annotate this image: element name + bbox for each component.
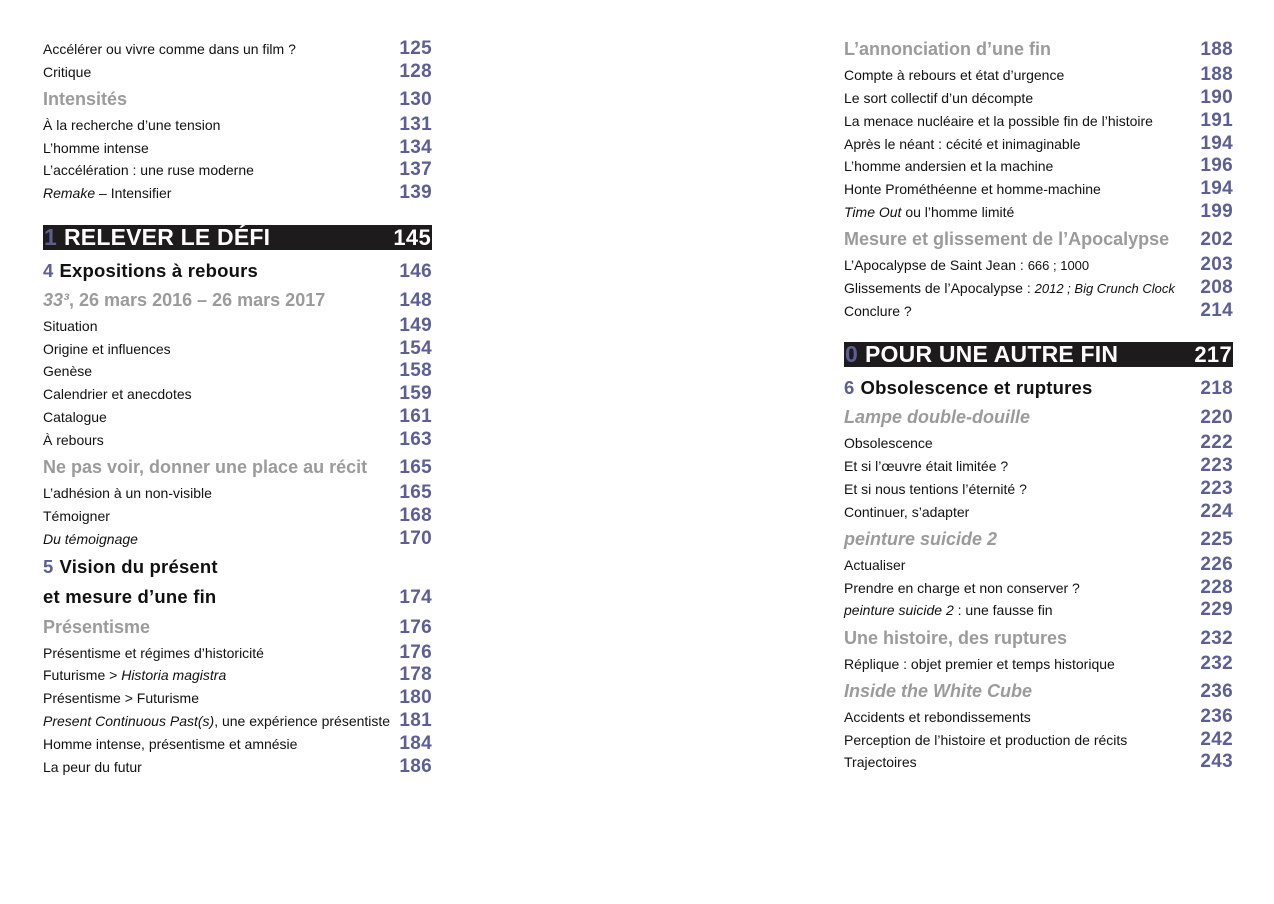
entry-title: Le sort collectif d’un décompte bbox=[844, 90, 1034, 106]
toc-entry[interactable] bbox=[43, 383, 432, 405]
entry-title: L’homme andersien et la machine bbox=[844, 158, 1054, 174]
section-title-italic: 33³ bbox=[43, 290, 70, 310]
toc-entry[interactable] bbox=[844, 554, 1233, 576]
toc-entry[interactable] bbox=[844, 110, 1233, 132]
page-number: 222 bbox=[1200, 432, 1233, 453]
page-number: 220 bbox=[1200, 407, 1233, 428]
page-number: 134 bbox=[399, 137, 432, 158]
toc-entry[interactable] bbox=[844, 300, 1233, 322]
entry-title: Accidents et rebondissements bbox=[844, 709, 1031, 725]
entry-title-italic: Present Continuous Past(s) bbox=[43, 713, 215, 729]
section-title-rest: , 26 mars 2016 – 26 mars 2017 bbox=[69, 290, 326, 310]
entry-title bbox=[43, 713, 390, 729]
toc-entry[interactable] bbox=[43, 406, 432, 428]
chapter-title-text: Expositions à rebours bbox=[59, 260, 258, 281]
toc-entry[interactable] bbox=[844, 133, 1233, 155]
toc-entry[interactable] bbox=[43, 429, 432, 451]
entry-title: Origine et influences bbox=[43, 341, 171, 357]
entry-title: Catalogue bbox=[43, 409, 107, 425]
toc-chapter-continued[interactable] bbox=[43, 586, 432, 609]
page-number: 174 bbox=[399, 587, 432, 608]
page-number: 228 bbox=[1200, 577, 1233, 598]
entry-title: Perception de l’histoire et production de récits bbox=[844, 732, 1128, 748]
page-number: 168 bbox=[399, 505, 432, 526]
entry-title: Genèse bbox=[43, 363, 93, 379]
section-title: Mesure et glissement de l’Apocalypse bbox=[844, 229, 1170, 249]
entry-title bbox=[43, 667, 226, 683]
page-number: 223 bbox=[1200, 455, 1233, 476]
entry-title: Situation bbox=[43, 318, 98, 334]
part-title bbox=[43, 224, 270, 251]
toc-section[interactable] bbox=[844, 529, 1233, 551]
section-title: Une histoire, des ruptures bbox=[844, 628, 1068, 648]
toc-entry[interactable] bbox=[43, 159, 432, 181]
entry-title: L’homme intense bbox=[43, 140, 149, 156]
section-title: Lampe double-douille bbox=[844, 407, 1031, 427]
toc-entry[interactable] bbox=[844, 751, 1233, 773]
entry-title: Présentisme > Futurisme bbox=[43, 690, 199, 706]
toc-entry[interactable] bbox=[43, 733, 432, 755]
page-number: 176 bbox=[399, 617, 432, 638]
section-title bbox=[43, 290, 325, 311]
page-number: 218 bbox=[1200, 378, 1233, 399]
toc-section[interactable] bbox=[844, 39, 1233, 61]
chapter-title bbox=[844, 377, 1093, 399]
page-number: 232 bbox=[1200, 653, 1233, 674]
toc-entry[interactable] bbox=[43, 687, 432, 709]
section-title: peinture suicide 2 bbox=[844, 529, 998, 549]
toc-entry[interactable] bbox=[43, 360, 432, 382]
page-number: 161 bbox=[399, 406, 432, 427]
chapter-title-text: Obsolescence et ruptures bbox=[860, 377, 1093, 398]
page-number: 139 bbox=[399, 182, 432, 203]
page-number: 217 bbox=[1194, 341, 1232, 367]
page-number: 181 bbox=[399, 710, 432, 731]
toc-entry[interactable] bbox=[43, 338, 432, 360]
entry-title-rest: ou l’homme limité bbox=[901, 204, 1015, 220]
entry-title-text: Futurisme > bbox=[43, 667, 122, 683]
part-number: 0 bbox=[845, 341, 858, 367]
entry-title: Du témoignage bbox=[43, 531, 138, 547]
entry-title: Accélérer ou vivre comme dans un film ? bbox=[43, 41, 296, 57]
page-number: 194 bbox=[1200, 133, 1233, 154]
toc-entry[interactable] bbox=[43, 642, 432, 664]
toc-chapter[interactable] bbox=[844, 377, 1233, 400]
entry-title-rest: , une expérience présentiste bbox=[214, 713, 391, 729]
toc-entry[interactable] bbox=[844, 455, 1233, 477]
page-number: 159 bbox=[399, 383, 432, 404]
chapter-title-text: et mesure d’une fin bbox=[43, 586, 217, 607]
chapter-number: 5 bbox=[43, 556, 54, 577]
entry-title: La menace nucléaire et la possible fin de l’histoire bbox=[844, 113, 1153, 129]
page-number: 196 bbox=[1200, 155, 1233, 176]
chapter-title bbox=[43, 260, 258, 282]
page-number: 154 bbox=[399, 338, 432, 359]
toc-chapter[interactable] bbox=[43, 260, 432, 283]
toc-section[interactable] bbox=[844, 681, 1233, 703]
page-number: 165 bbox=[399, 457, 432, 478]
part-title bbox=[844, 341, 1118, 368]
entry-title: L’adhésion à un non-visible bbox=[43, 485, 212, 501]
toc-part-heading[interactable] bbox=[844, 342, 1233, 367]
page-number: 214 bbox=[1200, 300, 1233, 321]
page-number: 243 bbox=[1200, 751, 1233, 772]
entry-title: Calendrier et anecdotes bbox=[43, 386, 192, 402]
toc-chapter[interactable] bbox=[43, 556, 432, 578]
chapter-number: 6 bbox=[844, 377, 855, 398]
page-number: 190 bbox=[1200, 87, 1233, 108]
page-number: 226 bbox=[1200, 554, 1233, 575]
toc-section[interactable] bbox=[43, 457, 432, 479]
chapter-number: 4 bbox=[43, 260, 54, 281]
toc-entry[interactable] bbox=[43, 182, 432, 204]
toc-entry[interactable] bbox=[844, 729, 1233, 751]
toc-entry[interactable] bbox=[844, 201, 1233, 223]
toc-entry[interactable] bbox=[43, 38, 432, 60]
toc-entry[interactable] bbox=[844, 178, 1233, 200]
page-number: 188 bbox=[1200, 64, 1233, 85]
page-number: 149 bbox=[399, 315, 432, 336]
toc-entry[interactable] bbox=[844, 64, 1233, 86]
entry-title-rest: – Intensifier bbox=[95, 185, 172, 201]
entry-title-italic: Time Out bbox=[844, 204, 902, 220]
page-number: 158 bbox=[399, 360, 432, 381]
entry-title: Actualiser bbox=[844, 557, 906, 573]
page-number: 186 bbox=[399, 756, 432, 777]
page-number: 131 bbox=[399, 114, 432, 135]
page-number: 170 bbox=[399, 528, 432, 549]
toc-entry[interactable] bbox=[844, 87, 1233, 109]
page-number: 148 bbox=[399, 290, 432, 311]
page-number: 208 bbox=[1200, 277, 1233, 298]
page-number: 128 bbox=[399, 61, 432, 82]
page-number: 163 bbox=[399, 429, 432, 450]
toc-entry[interactable] bbox=[43, 482, 432, 504]
entry-title: À la recherche d’une tension bbox=[43, 117, 221, 133]
toc-section[interactable] bbox=[844, 229, 1233, 251]
entry-title: Honte Prométhéenne et homme-machine bbox=[844, 181, 1101, 197]
toc-entry[interactable] bbox=[844, 653, 1233, 675]
page-number: 232 bbox=[1200, 628, 1233, 649]
entry-title: Continuer, s’adapter bbox=[844, 504, 970, 520]
toc-part-heading[interactable] bbox=[43, 225, 432, 250]
toc-entry[interactable] bbox=[43, 756, 432, 778]
entry-title: Réplique : objet premier et temps historique bbox=[844, 656, 1115, 672]
entry-title: Et si nous tentions l’éternité ? bbox=[844, 481, 1027, 497]
entry-title bbox=[844, 204, 1014, 220]
page-number: 229 bbox=[1200, 599, 1233, 620]
page-number: 145 bbox=[393, 224, 431, 250]
entry-title: Et si l’œuvre était limitée ? bbox=[844, 458, 1009, 474]
page-number: 236 bbox=[1200, 706, 1233, 727]
toc-entry[interactable] bbox=[43, 114, 432, 136]
entry-title: Critique bbox=[43, 64, 92, 80]
page-number: 137 bbox=[399, 159, 432, 180]
entry-title: Après le néant : cécité et inimaginable bbox=[844, 136, 1081, 152]
chapter-title bbox=[43, 556, 218, 578]
entry-title: Compte à rebours et état d’urgence bbox=[844, 67, 1065, 83]
page-number: 223 bbox=[1200, 478, 1233, 499]
section-title: Présentisme bbox=[43, 617, 151, 637]
page-number: 125 bbox=[399, 38, 432, 59]
part-number: 1 bbox=[44, 224, 57, 250]
entry-title bbox=[844, 280, 1175, 296]
chapter-title-text: Vision du présent bbox=[59, 556, 218, 577]
toc-entry[interactable] bbox=[43, 61, 432, 83]
page-number: 191 bbox=[1200, 110, 1233, 131]
page-number: 194 bbox=[1200, 178, 1233, 199]
toc-entry[interactable] bbox=[43, 505, 432, 527]
toc-section[interactable] bbox=[844, 407, 1233, 429]
entry-title-text: L’Apocalypse de Saint Jean : bbox=[844, 257, 1028, 273]
entry-title bbox=[844, 257, 1089, 273]
page-number: 184 bbox=[399, 733, 432, 754]
section-title: Ne pas voir, donner une place au récit bbox=[43, 457, 368, 477]
toc-entry[interactable] bbox=[844, 254, 1233, 276]
entry-title-italic: Remake bbox=[43, 185, 96, 201]
entry-title: Prendre en charge et non conserver ? bbox=[844, 580, 1080, 596]
page-number: 180 bbox=[399, 687, 432, 708]
page-number: 224 bbox=[1200, 501, 1233, 522]
entry-title bbox=[43, 185, 171, 201]
page-number: 236 bbox=[1200, 681, 1233, 702]
toc-section[interactable] bbox=[43, 89, 432, 111]
toc-section[interactable] bbox=[43, 290, 432, 312]
page-number: 165 bbox=[399, 482, 432, 503]
entry-title: Homme intense, présentisme et amnésie bbox=[43, 736, 298, 752]
toc-section[interactable] bbox=[43, 617, 432, 639]
part-title-text: POUR UNE AUTRE FIN bbox=[865, 341, 1119, 367]
entry-title-small: 666 ; 1000 bbox=[1027, 258, 1090, 273]
page-number: 188 bbox=[1200, 39, 1233, 60]
page-number: 242 bbox=[1200, 729, 1233, 750]
entry-title bbox=[844, 602, 1053, 618]
entry-title: Présentisme et régimes d’historicité bbox=[43, 645, 264, 661]
entry-title: À rebours bbox=[43, 432, 104, 448]
entry-title: Obsolescence bbox=[844, 435, 933, 451]
page-number: 225 bbox=[1200, 529, 1233, 550]
page-number: 202 bbox=[1200, 229, 1233, 250]
toc-entry[interactable] bbox=[844, 478, 1233, 500]
entry-title-italic: peinture suicide 2 bbox=[844, 602, 954, 618]
entry-title: Témoigner bbox=[43, 508, 110, 524]
toc-entry[interactable] bbox=[43, 528, 432, 550]
toc-entry[interactable] bbox=[844, 155, 1233, 177]
page-number: 176 bbox=[399, 642, 432, 663]
entry-title-rest: : une fausse fin bbox=[953, 602, 1053, 618]
entry-title-small-italic: 2012 ; Big Crunch Clock bbox=[1034, 281, 1175, 296]
page-number: 146 bbox=[399, 261, 432, 282]
page-number: 203 bbox=[1200, 254, 1233, 275]
section-title: Intensités bbox=[43, 89, 128, 109]
toc-entry[interactable] bbox=[844, 599, 1233, 621]
entry-title-text: Glissements de l’Apocalypse : bbox=[844, 280, 1035, 296]
toc-entry[interactable] bbox=[43, 664, 432, 686]
toc-entry[interactable] bbox=[43, 710, 432, 732]
entry-title-italic: Historia magistra bbox=[121, 667, 227, 683]
toc-entry[interactable] bbox=[844, 277, 1233, 299]
page-number: 130 bbox=[399, 89, 432, 110]
entry-title: La peur du futur bbox=[43, 759, 142, 775]
toc-section[interactable] bbox=[844, 628, 1233, 650]
toc-entry[interactable] bbox=[844, 706, 1233, 728]
toc-entry[interactable] bbox=[43, 137, 432, 159]
toc-entry[interactable] bbox=[844, 501, 1233, 523]
entry-title: Trajectoires bbox=[844, 754, 917, 770]
entry-title: L’accélération : une ruse moderne bbox=[43, 162, 254, 178]
page-number: 199 bbox=[1200, 201, 1233, 222]
section-title: L’annonciation d’une fin bbox=[844, 39, 1051, 59]
section-title: Inside the White Cube bbox=[844, 681, 1033, 701]
part-title-text: RELEVER LE DÉFI bbox=[64, 224, 271, 250]
toc-entry[interactable] bbox=[43, 315, 432, 337]
entry-title: Conclure ? bbox=[844, 303, 912, 319]
toc-entry[interactable] bbox=[844, 577, 1233, 599]
toc-entry[interactable] bbox=[844, 432, 1233, 454]
page-number: 178 bbox=[399, 664, 432, 685]
